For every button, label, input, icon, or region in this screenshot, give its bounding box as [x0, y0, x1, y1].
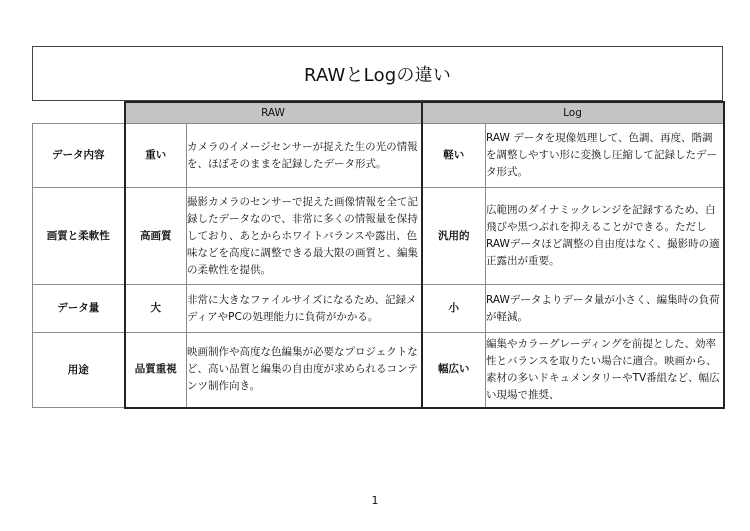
comparison-table: [32, 101, 725, 409]
table-row: [33, 333, 724, 408]
log-description: 広範囲のダイナミックレンジを記録するため、白飛びや黒つぶれを抑えることができる。ただしRAWデータほど調整の自由度はなく、撮影時の適正露出が重要。: [486, 188, 724, 285]
document-sheet: [32, 46, 723, 409]
raw-label: 品質重視: [125, 333, 187, 408]
table-row: [33, 124, 724, 188]
raw-label: 高画質: [125, 188, 187, 285]
header-blank-cell: [33, 102, 125, 124]
log-label: 軽い: [422, 124, 486, 188]
log-description: RAW データを現像処理して、色調、再度、階調を調整しやすい形に変換し圧縮して記録したデータ形式。: [486, 124, 724, 188]
row-category: データ量: [33, 285, 125, 333]
log-label: 幅広い: [422, 333, 486, 408]
table-row: [33, 188, 724, 285]
log-column-header: Log: [422, 102, 724, 124]
raw-description: 非常に大きなファイルサイズになるため、記録メディアやPCの処理能力に負荷がかかる。: [187, 285, 422, 333]
raw-description: 撮影カメラのセンサーで捉えた画像情報を全て記録したデータなので、非常に多くの情報量を保持しており、あとからホワイトバランスや露出、色味などを高度に調整できる最大限の画質と、編集の柔軟性を提供。: [187, 188, 422, 285]
page-number: 1: [371, 494, 379, 507]
log-description: RAWデータよりデータ量が小さく、編集時の負荷が軽減。: [486, 285, 724, 333]
raw-label: 重い: [125, 124, 187, 188]
row-category: 用途: [33, 333, 125, 408]
log-label: 小: [422, 285, 486, 333]
table-row: [33, 285, 724, 333]
table-header-row: [33, 102, 724, 124]
row-category: 画質と柔軟性: [33, 188, 125, 285]
raw-description: 映画制作や高度な色編集が必要なプロジェクトなど、高い品質と編集の自由度が求められるコンテンツ制作向き。: [187, 333, 422, 408]
raw-label: 大: [125, 285, 187, 333]
log-description: 編集やカラーグレーディングを前提とした、効率性とバランスを取りたい場合に適合。映画から、素材の多いドキュメンタリーやTV番組など、幅広い現場で推奨、: [486, 333, 724, 408]
raw-column-header: RAW: [125, 102, 422, 124]
document-title: RAWとLogの違い: [32, 46, 723, 101]
log-label: 汎用的: [422, 188, 486, 285]
row-category: データ内容: [33, 124, 125, 188]
raw-description: カメラのイメージセンサーが捉えた生の光の情報を、ほぼそのままを記録したデータ形式。: [187, 124, 422, 188]
